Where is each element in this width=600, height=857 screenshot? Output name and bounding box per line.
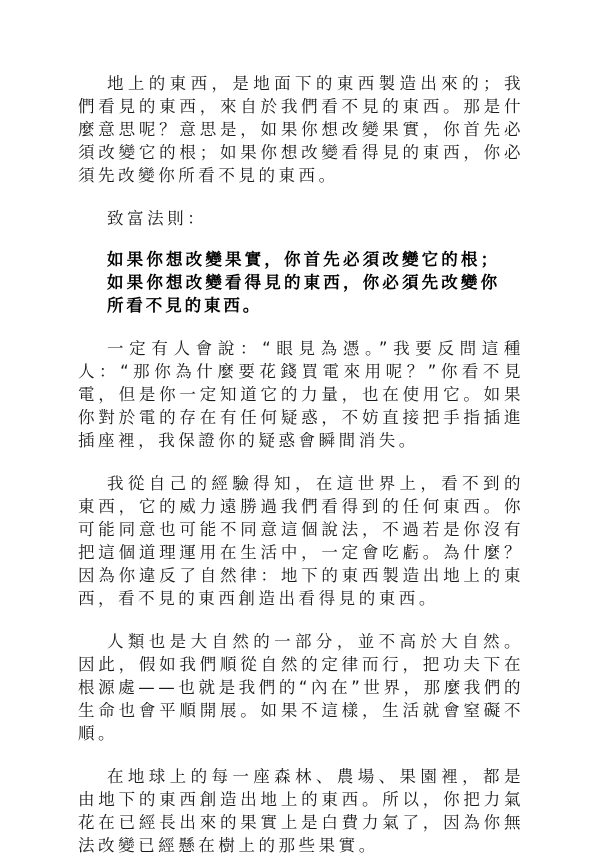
paragraph-electricity: 一定有人會說：“眼見為憑。”我要反問這種人：“那你為什麼要花錢買電來用呢？”你看不見電，但是你一定知道它的力量，也在使用它。如果你對於電的存在有任何疑惑，不妨直接把手指插進插座裡，我保證你的疑惑會瞬間消失。 — [78, 339, 524, 450]
paragraph-roots-intro: 地上的東西，是地面下的東西製造出來的；我們看見的東西，來自於我們看不見的東西。那是什麼意思呢？意思是，如果你想改變果實，你首先必須改變它的根；如果你想改變看得見的東西，你必須先改變你所看不見的東西。 — [78, 74, 524, 185]
wealth-principle-rule: 如果你想改變果實，你首先必須改變它的根；如果你想改變看得見的東西，你必須先改變你所看不見的東西。 — [107, 250, 500, 315]
paragraph-forest: 在地球上的每一座森林、農場、果園裡，都是由地下的東西創造出地上的東西。所以，你把力氣花在已經長出來的果實上是白費力氣了，因為你無法改變已經懸在樹上的那些果實。 — [78, 767, 524, 855]
document-page — [78, 72, 524, 857]
paragraph-experience: 我從自己的經驗得知，在這世界上，看不到的東西，它的威力遠勝過我們看得到的任何東西。你可能同意也可能不同意這個說法，不過若是你沒有把這個道理運用在生活中，一定會吃虧。為什麼？因為你違反了自然律：地下的東西製造出地上的東西，看不見的東西創造出看得見的東西。 — [78, 474, 524, 608]
wealth-principle-heading: 致富法則： — [107, 209, 208, 228]
paragraph-nature: 人類也是大自然的一部分，並不高於大自然。因此，假如我們順從自然的定律而行，把功夫下在根源處——也就是我們的“內在”世界，那麼我們的生命也會平順開展。如果不這樣，生活就會窒礙不順。 — [78, 632, 524, 743]
